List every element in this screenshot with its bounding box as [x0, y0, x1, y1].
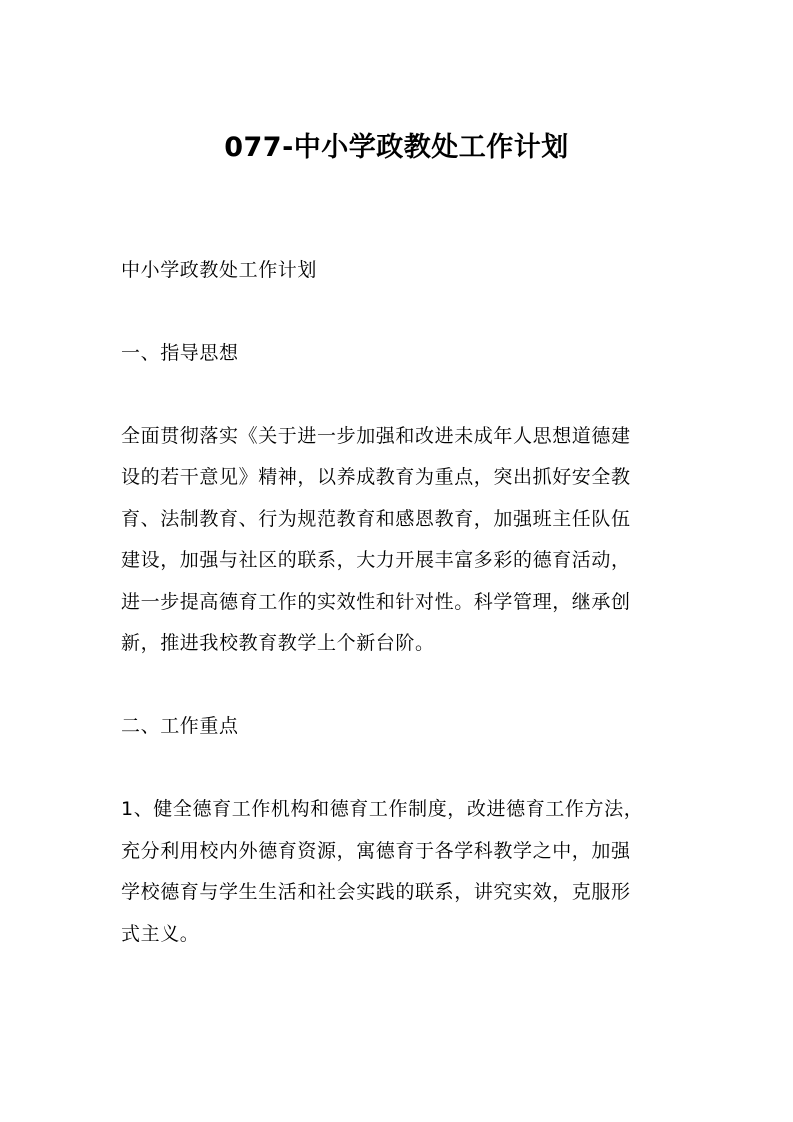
section-heading-work-focus: 二、工作重点: [121, 715, 239, 737]
paragraph-line: 充分利用校内外德育资源，寓德育于各学科教学之中，加强: [121, 840, 631, 862]
paragraph-line: 进一步提高德育工作的实效性和针对性。科学管理，继承创: [121, 591, 631, 613]
paragraph-line: 学校德育与学生生活和社会实践的联系，讲究实效，克服形: [121, 881, 631, 903]
paragraph-line: 新，推进我校教育教学上个新台阶。: [121, 632, 435, 654]
document-subtitle: 中小学政教处工作计划: [121, 259, 318, 281]
paragraph-line: 建设，加强与社区的联系，大力开展丰富多彩的德育活动，: [121, 549, 631, 571]
paragraph-line: 式主义。: [121, 923, 200, 945]
document-title: 077-中小学政教处工作计划: [224, 132, 569, 163]
paragraph-line: 设的若干意见》精神，以养成教育为重点，突出抓好安全教: [121, 466, 631, 488]
paragraph-line: 育、法制教育、行为规范教育和感恩教育，加强班主任队伍: [121, 508, 631, 530]
paragraph-line: 全面贯彻落实《关于进一步加强和改进未成年人思想道德建: [121, 425, 631, 447]
paragraph-line: 1、健全德育工作机构和德育工作制度，改进德育工作方法，: [121, 798, 644, 820]
section-heading-guiding-ideology: 一、指导思想: [121, 342, 239, 364]
